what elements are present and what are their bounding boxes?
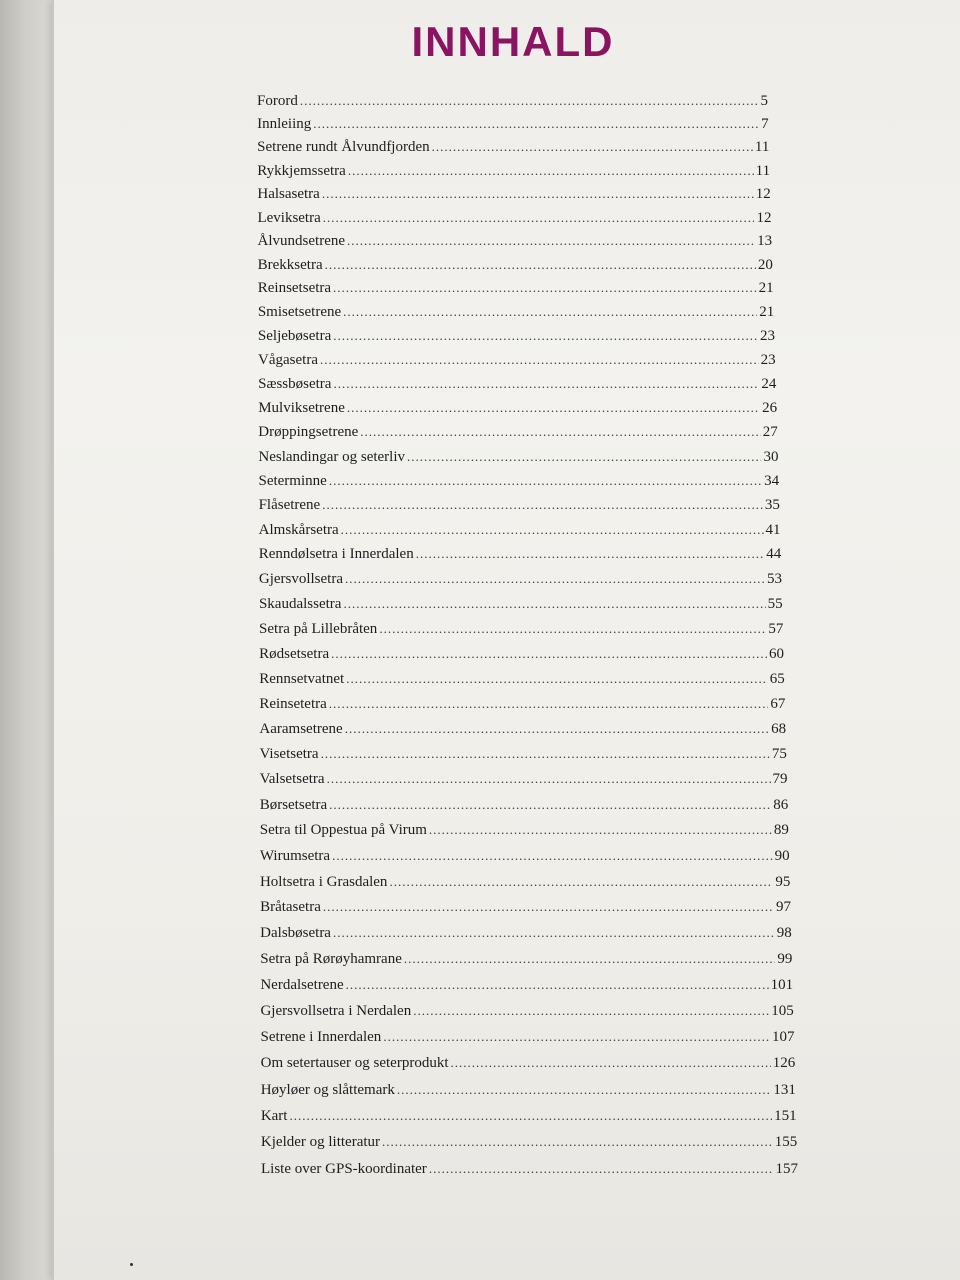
toc-entry [261, 1133, 797, 1151]
toc-entry-page-number: 98 [776, 925, 792, 942]
toc-entry [257, 209, 771, 227]
toc-entry-page-number: 11 [755, 162, 771, 179]
toc-entry-page-number: 89 [773, 822, 789, 839]
toc-entry-label: Wirumsetra [259, 847, 331, 864]
toc-entry-page-number: 21 [759, 304, 775, 321]
toc-entry [261, 1081, 796, 1099]
toc-entry-page-number: 27 [762, 424, 778, 441]
toc-entry-label: Innleiing [257, 116, 312, 133]
dust-speck [130, 1263, 133, 1266]
toc-entry-label: Sæssbøsetra [258, 376, 332, 392]
toc-entry-label: Setrene rundt Ålvundfjorden [257, 139, 430, 156]
toc-entry-page-number: 53 [766, 571, 782, 588]
toc-entry-page-number: 26 [762, 400, 778, 417]
dot-leader [325, 256, 756, 274]
dot-leader [327, 770, 771, 788]
dot-leader [389, 873, 773, 891]
dot-leader [332, 847, 773, 865]
toc-entry-label: Visetsetra [259, 746, 319, 763]
toc-entry-label: Smisetsetrene [257, 304, 342, 321]
toc-entry-page-number: 65 [769, 670, 785, 687]
toc-entry [258, 375, 776, 393]
toc-entry-page-number: 101 [770, 976, 794, 993]
toc-entry-label: Seljebøsetra [257, 328, 332, 345]
toc-entry [259, 521, 781, 539]
dot-leader [429, 1160, 774, 1178]
toc-entry-page-number: 126 [772, 1055, 796, 1072]
toc-entry-label: Liste over GPS-koordinater [261, 1161, 427, 1177]
toc-entry-page-number: 157 [775, 1161, 798, 1177]
toc-entry-page-number: 75 [771, 746, 787, 763]
toc-entry-page-number: 23 [760, 351, 776, 368]
toc-entry-label: Kjelder og litteratur [260, 1134, 381, 1151]
toc-entry-page-number: 60 [769, 645, 785, 662]
toc-entry-page-number: 30 [763, 448, 779, 465]
dot-leader [450, 1054, 770, 1072]
toc-entry-label: Halsasetra [257, 186, 320, 203]
toc-entry-page-number: 20 [757, 256, 773, 273]
toc-entry [260, 1002, 793, 1020]
toc-entry [258, 279, 774, 297]
toc-entry-label: Høyløer og slåttemark [260, 1081, 395, 1098]
dot-leader [407, 448, 761, 466]
dot-leader [404, 950, 776, 968]
toc-entry-page-number: 12 [756, 209, 772, 226]
toc-entry [259, 496, 780, 514]
dot-leader [329, 472, 762, 490]
dot-leader [323, 898, 774, 916]
toc-entry-page-number: 97 [776, 899, 792, 916]
toc-entry-page-number: 21 [758, 280, 774, 297]
toc-entry-label: Valsetsetra [259, 771, 325, 788]
toc-entry [258, 448, 778, 466]
toc-entry-page-number: 90 [774, 847, 790, 864]
dot-leader [345, 720, 769, 738]
dot-leader [313, 115, 759, 133]
dot-leader [331, 645, 767, 663]
toc-entry-label: Aaramsetrene [259, 720, 343, 737]
toc-entry-page-number: 23 [759, 328, 775, 345]
toc-entry-label: Setra på Rørøyhamrane [260, 950, 402, 967]
dot-leader [333, 924, 775, 942]
toc-entry-page-number: 44 [766, 546, 782, 563]
toc-entry-label: Bråtasetra [260, 899, 321, 916]
dot-leader [320, 351, 759, 369]
dot-leader [343, 303, 757, 321]
dot-leader [300, 92, 759, 110]
toc-entry [259, 645, 784, 663]
toc-entry-label: Drøppingsetrene [258, 424, 359, 441]
dot-leader [341, 521, 764, 539]
toc-entry-page-number: 24 [761, 376, 777, 392]
toc-entry [261, 1054, 796, 1072]
toc-entry-label: Vågasetra [258, 351, 318, 368]
dot-leader [329, 695, 769, 713]
toc-entry-page-number: 151 [774, 1108, 797, 1124]
toc-entry-label: Reinsetetra [259, 695, 327, 712]
toc-entry-label: Neslandingar og seterliv [258, 448, 406, 465]
toc-entry-label: Skaudalssetra [258, 595, 342, 612]
toc-entry [261, 1160, 798, 1178]
toc-entry [257, 162, 770, 180]
dot-leader [323, 209, 755, 227]
toc-entry-page-number: 41 [765, 521, 781, 538]
toc-entry [257, 185, 770, 203]
toc-entry-page-number: 12 [755, 186, 771, 203]
dot-leader [432, 138, 753, 156]
toc-entry [259, 720, 786, 738]
toc-entry [261, 1028, 795, 1046]
dot-leader [329, 796, 771, 814]
dot-leader [429, 821, 772, 839]
dot-leader [322, 185, 754, 203]
toc-entry [260, 847, 790, 865]
toc-entry [258, 327, 775, 345]
toc-entry [260, 898, 791, 916]
dot-leader [346, 670, 768, 688]
toc-entry-page-number: 99 [777, 950, 793, 967]
toc-entry [260, 924, 792, 942]
toc-entry-label: Rykkjemssetra [257, 162, 346, 179]
toc-entry-label: Leviksetra [257, 209, 321, 226]
toc-entry-label: Om setertauser og seterprodukt [260, 1055, 449, 1072]
toc-entry-page-number: 34 [764, 472, 780, 489]
toc-entry-page-number: 11 [754, 139, 770, 156]
toc-entry [260, 796, 789, 814]
toc-entry-label: Holtsetra i Grasdalen [259, 873, 388, 890]
toc-entry [258, 256, 773, 274]
toc-entry [259, 545, 781, 563]
toc-entry-label: Børsetsetra [259, 796, 328, 813]
dot-leader [416, 545, 765, 563]
toc-entry [258, 423, 777, 441]
dot-leader [346, 976, 769, 994]
toc-entry-label: Rennsetvatnet [259, 670, 345, 687]
toc-entry-label: Rødsetsetra [259, 645, 330, 662]
toc-entry [259, 670, 785, 688]
dot-leader [360, 423, 760, 441]
dot-leader [382, 1133, 773, 1151]
toc-entry-label: Brekksetra [257, 256, 323, 273]
dot-leader [348, 162, 754, 180]
toc-entry-label: Reinsetsetra [257, 280, 332, 297]
toc-entry [258, 232, 773, 250]
toc-entry [258, 303, 774, 321]
toc-entry-label: Setrene i Innerdalen [260, 1029, 382, 1046]
toc-entry-page-number: 57 [768, 620, 784, 637]
dot-leader [333, 279, 757, 297]
toc-entry-label: Dalsbøsetra [260, 925, 331, 942]
toc-entry-label: Mulviksetrene [258, 400, 345, 417]
dot-leader [347, 232, 755, 250]
toc-entry-page-number: 105 [771, 1003, 794, 1019]
toc-entry-label: Gjersvollsetra i Nerdalen [260, 1003, 412, 1019]
toc-entry-label: Kart [260, 1108, 288, 1124]
toc-entry [257, 115, 769, 133]
toc-entry-label: Gjersvollsetra [258, 571, 343, 588]
toc-entry-label: Setra på Lillebråten [259, 620, 378, 637]
toc-entry [260, 873, 790, 891]
toc-entry-label: Setra til Oppestua på Virum [259, 822, 427, 839]
toc-entry-label: Nerdalsetrene [260, 976, 344, 993]
dot-leader [343, 595, 765, 613]
toc-entry [259, 570, 782, 588]
toc-entry [259, 595, 783, 613]
toc-entry-page-number: 95 [775, 873, 791, 890]
dot-leader [413, 1002, 769, 1020]
dot-leader [379, 620, 766, 638]
toc-entry [258, 351, 776, 369]
toc-entry [260, 821, 789, 839]
toc-entry-label: Seterminne [258, 472, 327, 489]
toc-entry-page-number: 107 [772, 1029, 795, 1046]
toc-entry-page-number: 5 [760, 93, 768, 109]
toc-entry-page-number: 35 [764, 497, 780, 514]
toc-entry [260, 976, 793, 994]
toc-entry [260, 745, 787, 763]
toc-entry-page-number: 55 [767, 595, 783, 612]
toc-entry-page-number: 13 [757, 233, 773, 250]
dot-leader [333, 327, 758, 345]
toc-entry [258, 472, 779, 490]
toc-entry [259, 620, 783, 638]
dot-leader [347, 399, 760, 417]
toc-entry-page-number: 7 [761, 116, 769, 133]
toc-entry-label: Flåsetrene [258, 497, 321, 514]
toc-entry [259, 695, 785, 713]
toc-entry [260, 770, 788, 788]
toc-entry [258, 399, 777, 417]
toc-entry [260, 950, 792, 968]
toc-entry-label: Ålvundsetrene [257, 233, 346, 250]
dot-leader [383, 1028, 770, 1046]
toc-entry [261, 1107, 797, 1125]
toc-entry-label: Renndølsetra i Innerdalen [258, 546, 414, 563]
toc-entry [257, 92, 768, 110]
page-title: INNHALD [411, 18, 615, 65]
toc-entry-page-number: 79 [772, 771, 788, 788]
dot-leader [333, 375, 759, 393]
toc-entry-page-number: 155 [774, 1134, 798, 1151]
toc-entry-page-number: 131 [773, 1081, 796, 1098]
dot-leader [321, 745, 770, 763]
toc-entry-label: Forord [257, 93, 298, 109]
toc-entry-page-number: 67 [770, 695, 786, 712]
toc-entry-page-number: 86 [773, 796, 789, 813]
toc-entry-label: Almskårsetra [258, 521, 339, 538]
dot-leader [397, 1081, 772, 1099]
dot-leader [289, 1107, 772, 1125]
toc-entry-page-number: 68 [771, 720, 787, 737]
dot-leader [345, 570, 765, 588]
dot-leader [322, 496, 763, 514]
toc-entry [257, 138, 769, 156]
